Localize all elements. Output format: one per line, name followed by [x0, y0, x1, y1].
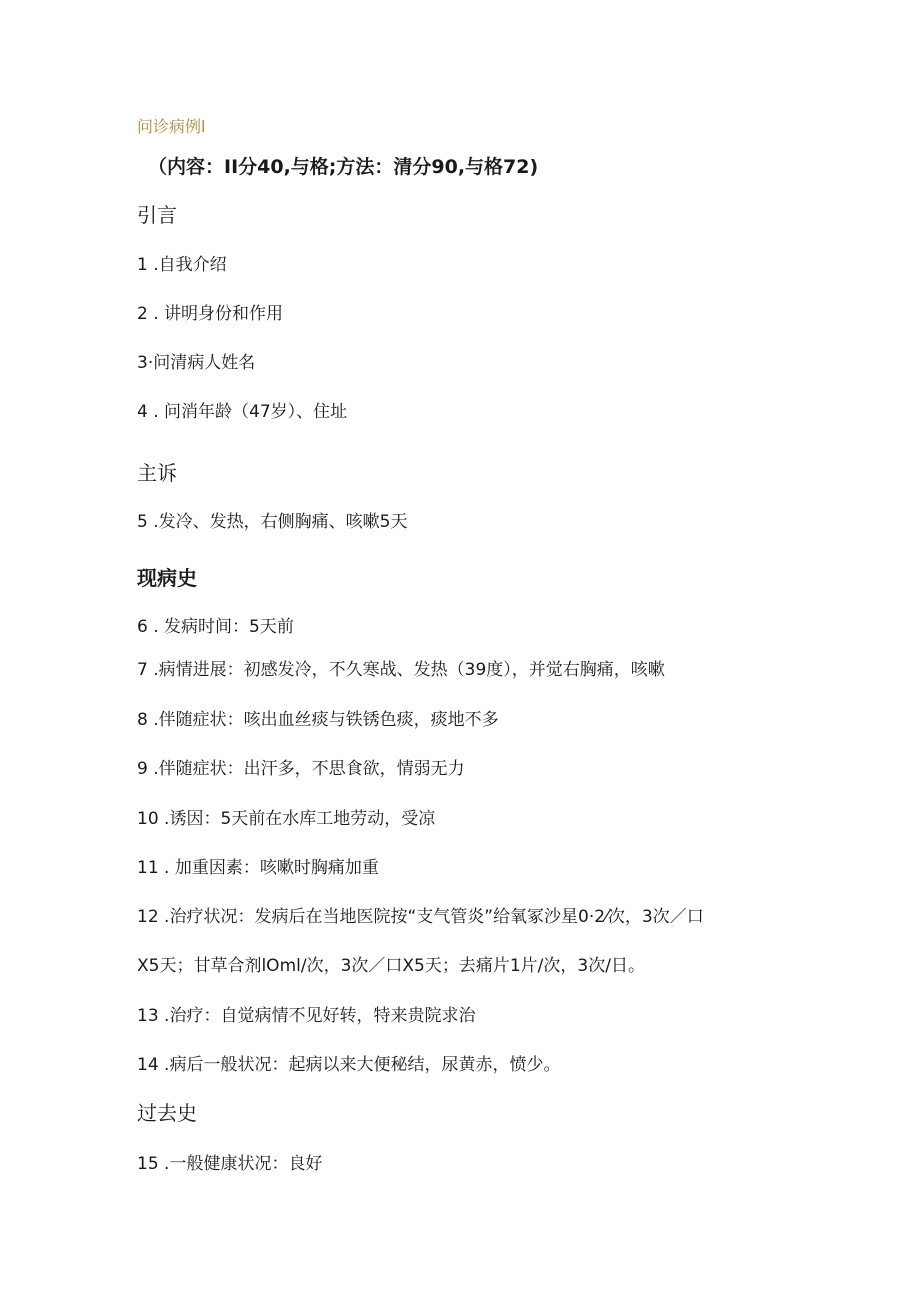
list-item: 4 . 问消年龄（47岁）、住址: [137, 402, 348, 422]
list-item: 1 .自我介绍: [137, 255, 227, 275]
list-item: 9 .伴随症状：出汗多，不思食欲，情弱无力: [137, 759, 465, 779]
list-item: 14 .病后一般状况：起病以来大便秘结，尿黄赤，愤少。: [137, 1055, 561, 1075]
list-item: 7 .病情进展：初感发冷，不久寒战、发热（39度），并觉右胸痛，咳嗽: [137, 660, 665, 680]
section-heading-intro: 引言: [137, 203, 177, 227]
list-item: 13 .治疗：自觉病情不见好转，特来贵院求治: [137, 1006, 476, 1026]
document-title: 问诊病例l: [137, 117, 206, 136]
list-item: 10 .诱因：5天前在水库工地劳动，受凉: [137, 809, 436, 829]
list-item: 3·问清病人姓名: [137, 353, 256, 373]
list-item: 15 .一般健康状况：良好: [137, 1154, 323, 1174]
list-item: 11 . 加重因素：咳嗽时胸痛加重: [137, 858, 379, 878]
section-heading-past-history: 过去史: [137, 1101, 197, 1125]
score-note: （内容：II分40,与格;方法：清分90,与格72): [148, 156, 539, 178]
list-item: 2 . 讲明身份和作用: [137, 304, 284, 324]
list-item: 6 . 发病时间：5天前: [137, 617, 294, 637]
section-heading-chief-complaint: 主诉: [137, 461, 177, 485]
list-item: X5天；甘草合剂lOml/次，3次／口X5天；去痛片1片/次，3次/日。: [137, 956, 645, 976]
list-item: 12 .治疗状况：发病后在当地医院按“支气管炎”给氧冢沙星0·2⁄次，3次／口: [137, 907, 704, 927]
section-heading-present-illness: 现病史: [137, 566, 197, 590]
list-item: 5 .发冷、发热，右侧胸痛、咳嗽5天: [137, 512, 408, 532]
list-item: 8 .伴随症状：咳出血丝痰与铁锈色痰，痰地不多: [137, 710, 499, 730]
